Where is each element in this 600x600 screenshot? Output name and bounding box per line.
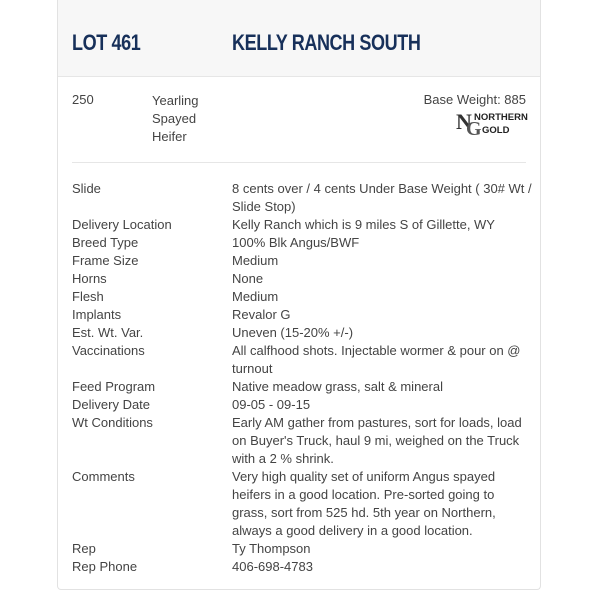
head-quantity: 250 bbox=[72, 92, 94, 107]
lot-card bbox=[57, 0, 541, 590]
detail-row bbox=[72, 342, 532, 378]
detail-label: Rep bbox=[72, 541, 96, 556]
details-table bbox=[72, 180, 532, 576]
detail-row bbox=[72, 252, 532, 270]
description-line: Heifer bbox=[152, 129, 187, 144]
detail-label: Est. Wt. Var. bbox=[72, 325, 144, 340]
detail-label: Vaccinations bbox=[72, 343, 145, 358]
logo-text-top: NORTHERN bbox=[474, 112, 528, 123]
detail-row bbox=[72, 414, 532, 468]
detail-row bbox=[72, 234, 532, 252]
detail-row bbox=[72, 288, 532, 306]
detail-value: Uneven (15-20% +/-) bbox=[232, 325, 354, 340]
detail-row bbox=[72, 468, 532, 540]
svg-text:G: G bbox=[466, 118, 482, 137]
detail-value: None bbox=[232, 271, 264, 286]
detail-row bbox=[72, 558, 532, 576]
logo-text-bottom: GOLD bbox=[482, 125, 510, 136]
detail-label: Rep Phone bbox=[72, 559, 138, 574]
detail-row bbox=[72, 540, 532, 558]
detail-value: Very high quality set of uniform Angus spayed heifers in a good location. Pre-sorted going to grass, sort from 525 hd. 5th year on Northern, always a good delivery in a good location. bbox=[232, 469, 496, 538]
description-line: Yearling bbox=[152, 93, 199, 108]
base-weight: Base Weight: 885 bbox=[423, 92, 526, 107]
detail-value: 406-698-4783 bbox=[232, 559, 313, 574]
detail-value: Revalor G bbox=[232, 307, 291, 322]
description-line: Spayed bbox=[152, 111, 197, 126]
head-description bbox=[152, 92, 199, 146]
detail-row bbox=[72, 180, 532, 216]
detail-label: Implants bbox=[72, 307, 122, 322]
detail-row bbox=[72, 306, 532, 324]
detail-label: Slide bbox=[72, 181, 101, 196]
detail-row bbox=[72, 396, 532, 414]
detail-label: Breed Type bbox=[72, 235, 139, 250]
detail-value: 8 cents over / 4 cents Under Base Weight ( 30# Wt / Slide Stop) bbox=[232, 181, 532, 214]
detail-label: Delivery Location bbox=[72, 217, 172, 232]
detail-row bbox=[72, 216, 532, 234]
detail-value: Early AM gather from pastures, sort for loads, load on Buyer's Truck, haul 9 mi, weighed on the Truck with a 2 % shrink. bbox=[232, 415, 522, 466]
detail-row bbox=[72, 378, 532, 396]
detail-label: Feed Program bbox=[72, 379, 156, 394]
section-divider bbox=[72, 162, 526, 163]
detail-label: Horns bbox=[72, 271, 107, 286]
northern-gold-logo bbox=[454, 109, 528, 137]
ranch-name: KELLY RANCH SOUTH bbox=[232, 30, 421, 55]
detail-value: Medium bbox=[232, 253, 279, 268]
detail-label: Wt Conditions bbox=[72, 415, 153, 430]
detail-value: Kelly Ranch which is 9 miles S of Gillette, WY bbox=[232, 217, 495, 232]
detail-value: All calfhood shots. Injectable wormer & pour on @ turnout bbox=[232, 343, 521, 376]
detail-value: 09-05 - 09-15 bbox=[232, 397, 311, 412]
detail-label: Comments bbox=[72, 469, 135, 484]
detail-value: 100% Blk Angus/BWF bbox=[232, 235, 360, 250]
svg-text:N: N bbox=[456, 109, 472, 134]
detail-value: Medium bbox=[232, 289, 279, 304]
detail-row bbox=[72, 270, 532, 288]
detail-label: Frame Size bbox=[72, 253, 139, 268]
detail-value: Native meadow grass, salt & mineral bbox=[232, 379, 443, 394]
lot-number: LOT 461 bbox=[72, 30, 141, 55]
detail-value: Ty Thompson bbox=[232, 541, 311, 556]
detail-label: Delivery Date bbox=[72, 397, 151, 412]
lot-header bbox=[58, 0, 540, 77]
detail-row bbox=[72, 324, 532, 342]
detail-label: Flesh bbox=[72, 289, 104, 304]
